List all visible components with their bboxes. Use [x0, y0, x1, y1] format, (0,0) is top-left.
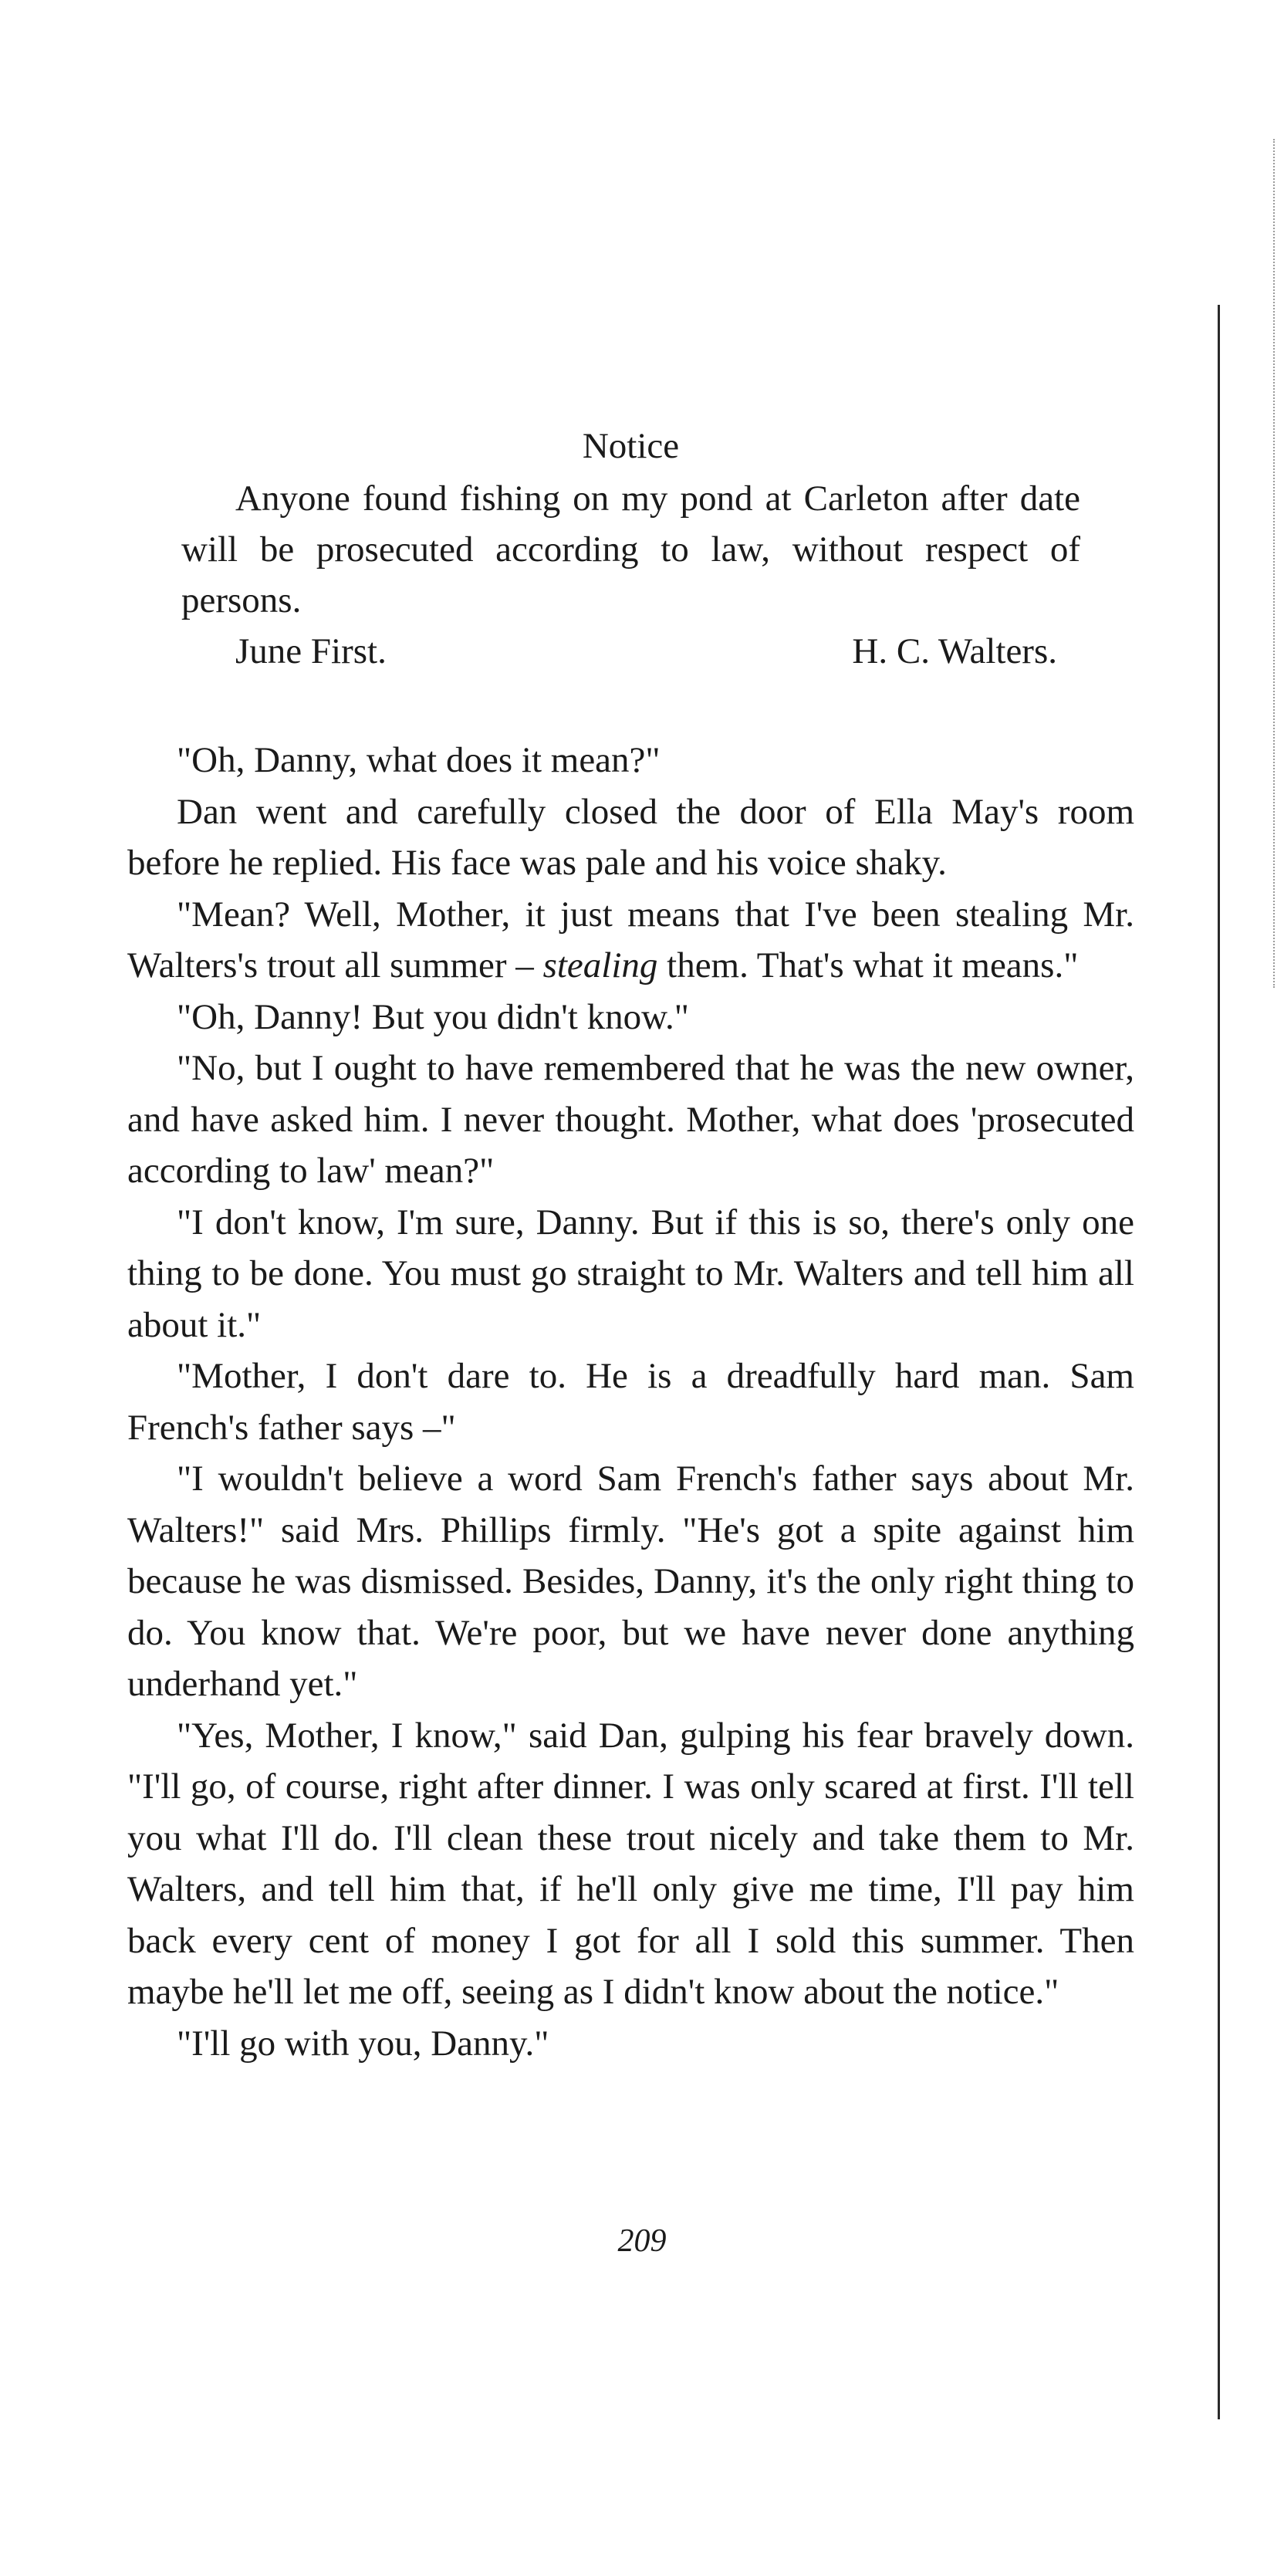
paragraph-text: "Mean? Well, Mother, it just means that I've been stealing Mr. Walters's trout all summer –	[127, 894, 1134, 985]
notice-body: Anyone found fishing on my pond at Carleton after date will be prosecuted according to law, without respect of persons.	[181, 478, 1080, 620]
paragraph	[127, 889, 1134, 992]
paragraph: "Yes, Mother, I know," said Dan, gulping his fear bravely down. "I'll go, of course, right after dinner. I was only scared at first. I'll tell you what I'll do. I'll clean these trout nicely and take them to Mr. Walters, and tell him that, if he'll only give me time, I'll pay him back every cent of money I got for all I sold this summer. Then maybe he'll let me off, seeing as I didn't know about the notice."	[127, 1715, 1134, 2012]
paragraph: "I don't know, I'm sure, Danny. But if this is so, there's only one thing to be done. You must go straight to Mr. Walters and tell him all about it."	[127, 1202, 1134, 1345]
paragraph: "Oh, Danny! But you didn't know."	[177, 996, 689, 1037]
paragraph: "I wouldn't believe a word Sam French's father says about Mr. Walters!" said Mrs. Phillips firmly. "He's got a spite against him because he was dismissed. Besides, Danny, it's the only right thing to do. You know that. We're poor, but we have never done anything underhand yet."	[127, 1459, 1134, 1704]
paragraph: "Mother, I don't dare to. He is a dreadfully hard man. Sam French's father says –"	[127, 1356, 1134, 1448]
story-text	[127, 735, 1134, 2069]
notice-date: June First.	[235, 631, 387, 671]
notice-signature-line	[181, 626, 1080, 677]
notice-block	[127, 421, 1134, 677]
paragraph: Dan went and carefully closed the door of Ella May's room before he replied. His face was pale and his voice shaky.	[127, 791, 1134, 883]
page-binding-edge	[1218, 305, 1220, 2419]
page-number: 209	[617, 2223, 667, 2259]
text-column	[127, 421, 1134, 2069]
emphasized-word: stealing	[542, 945, 658, 985]
paragraph: "I'll go with you, Danny."	[177, 2023, 549, 2064]
page-edge-shadow	[1273, 139, 1276, 988]
notice-heading: Notice	[582, 426, 680, 466]
paragraph-text: them. That's what it means."	[657, 945, 1079, 985]
paragraph: "Oh, Danny, what does it mean?"	[177, 740, 661, 780]
paragraph: "No, but I ought to have remembered that he was the new owner, and have asked him. I never thought. Mother, what does 'prosecuted according to law' mean?"	[127, 1048, 1134, 1191]
notice-signature: H. C. Walters.	[852, 631, 1057, 671]
